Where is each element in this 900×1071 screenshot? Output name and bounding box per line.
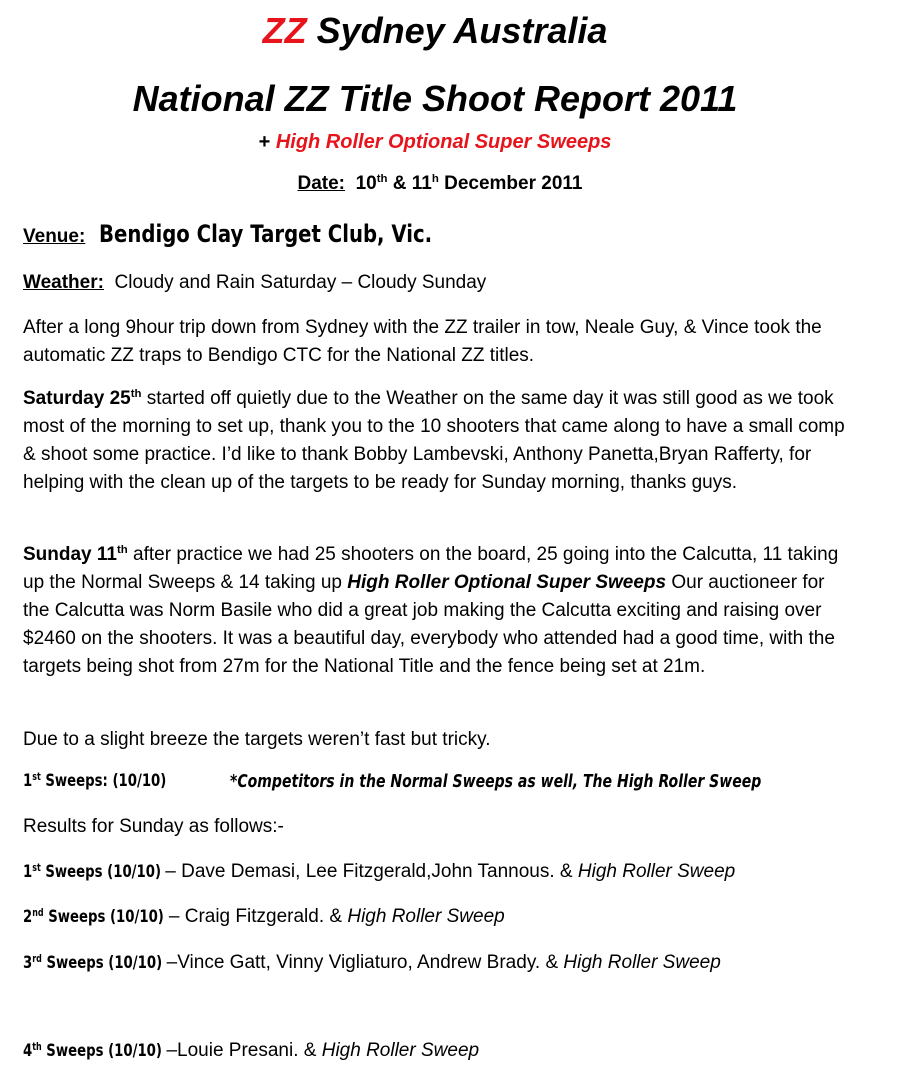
date-label: Date:: [297, 173, 346, 194]
venue-line: [23, 220, 505, 248]
sweeps-note: *Competitors in the Normal Sweeps as well, The High Roller Sweep: [230, 771, 762, 792]
subtitle: [0, 131, 870, 154]
subtitle-text: High Roller Optional Super Sweeps: [275, 131, 612, 153]
result-names: –Vince Gatt, Vinny Vigliaturo, Andrew Brady. &: [161, 952, 564, 973]
title-zz: ZZ: [262, 10, 307, 51]
saturday-text: started off quietly due to the Weather on the same day it was still good as we took most of the morning to set up, thank you to the 10 shooters that came along to have a small comp & shoot some practice. I’d like to thank Bobby Lambevski, Anthony Panetta,Bryan Rafferty, for helping with the clean up of the targets to be ready for Sunday morning, thanks guys.: [23, 388, 845, 493]
result-label: 3rd Sweeps (10/10): [23, 953, 163, 973]
saturday-paragraph: [23, 385, 853, 497]
result-high-roller: High Roller Sweep: [321, 1040, 480, 1061]
results-intro: Results for Sunday as follows:-: [23, 816, 284, 837]
result-row: [23, 952, 721, 974]
date-sup1: th: [376, 173, 388, 186]
date-rest: December 2011: [444, 173, 583, 194]
subtitle-plus: +: [258, 131, 271, 153]
result-high-roller: High Roller Sweep: [577, 861, 736, 882]
weather-line: [23, 272, 486, 294]
saturday-label: Saturday 25: [23, 388, 131, 409]
result-row: [23, 1040, 479, 1062]
sunday-label: Sunday 11: [23, 544, 117, 565]
result-names: – Dave Demasi, Lee Fitzgerald,John Tannous. &: [159, 861, 578, 882]
result-label: 2nd Sweeps (10/10): [23, 907, 164, 927]
date-amp: & 11: [392, 173, 432, 194]
report-title: National ZZ Title Shoot Report 2011: [132, 78, 738, 119]
sunday-text-2: Our auctioneer for the Calcutta was Norm Basile who did a great job making the Calcutta exciting and raising over $2460 on the shooters. It was a beautiful day, everybody who attended had a good time, with the targets being shot from 27m for the National Title and the fence being set at 21m.: [23, 572, 835, 677]
result-high-roller: High Roller Sweep: [563, 952, 721, 973]
sunday-paragraph: [23, 541, 853, 681]
date-day1: 10: [355, 173, 377, 194]
sweeps-header-label: 1st Sweeps: (10/10): [23, 771, 167, 791]
page-title: [0, 10, 870, 52]
breeze-paragraph: Due to a slight breeze the targets weren’t fast but tricky.: [23, 729, 491, 750]
result-row: [23, 861, 735, 883]
weather-label: Weather:: [23, 272, 104, 293]
sunday-text-1: after practice we had 25 shooters on the board, 25 going into the Calcutta, 11 taking up the Normal Sweeps & 14 taking up: [23, 544, 839, 593]
venue-value: Bendigo Clay Target Club, Vic.: [98, 220, 432, 248]
title-location: Sydney Australia: [316, 10, 608, 51]
intro-paragraph: After a long 9hour trip down from Sydney with the ZZ trailer in tow, Neale Guy, & Vince took the automatic ZZ traps to Bendigo CTC for the National ZZ titles.: [23, 317, 822, 366]
result-row: [23, 906, 505, 928]
result-label: 4th Sweeps (10/10): [23, 1041, 162, 1061]
result-high-roller: High Roller Sweep: [347, 906, 505, 927]
result-names: – Craig Fitzgerald. &: [163, 906, 348, 927]
sunday-sup: th: [117, 544, 128, 557]
sweeps-header: [23, 770, 207, 792]
date-sup2: h: [431, 173, 439, 186]
result-names: –Louie Presani. &: [161, 1040, 322, 1061]
weather-value: Cloudy and Rain Saturday – Cloudy Sunday: [114, 272, 487, 293]
result-label: 1st Sweeps (10/10): [23, 862, 162, 882]
date-line: [0, 173, 880, 195]
venue-label: Venue:: [23, 226, 86, 247]
saturday-sup: th: [130, 388, 142, 401]
sunday-emphasis: High Roller Optional Super Sweeps: [347, 572, 667, 593]
